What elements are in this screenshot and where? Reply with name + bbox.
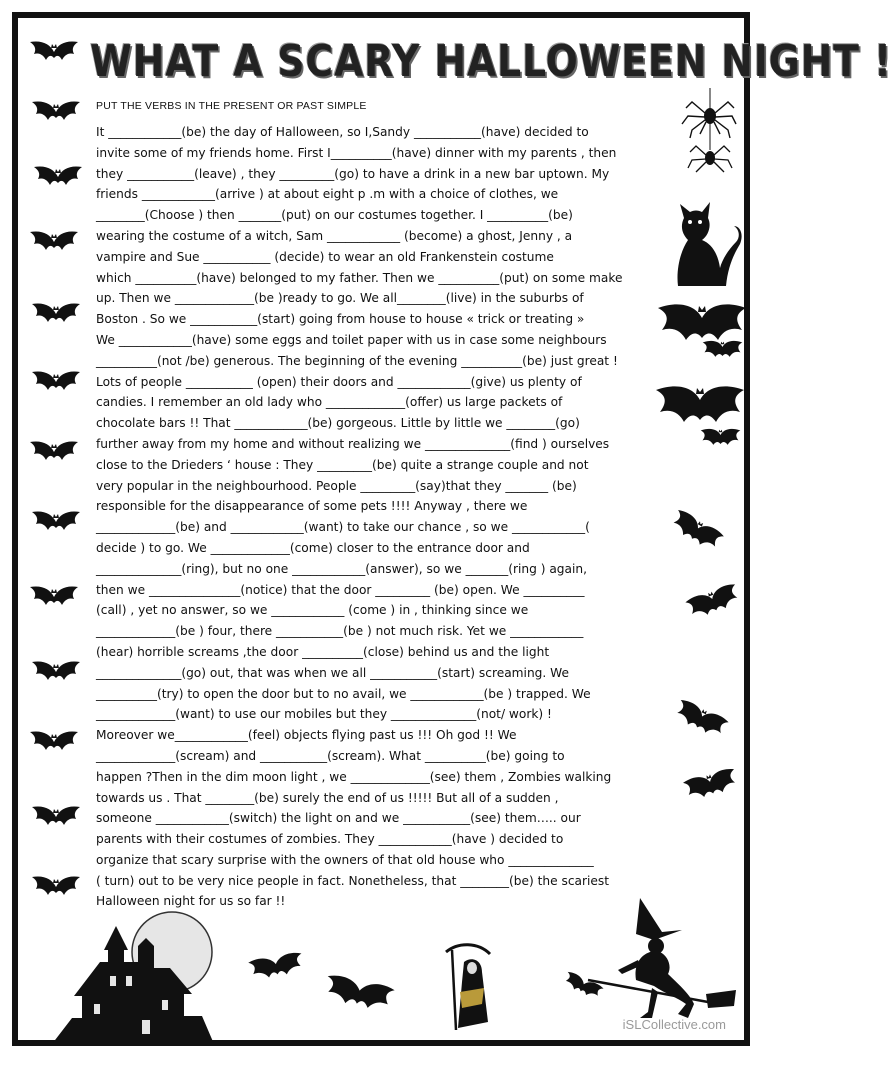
story-line: We ____________(have) some eggs and toilet paper with us in case some neighbours: [96, 332, 607, 347]
bat-icon: [658, 304, 746, 340]
story-line: happen ?Then in the dim moon light , we _____________(see) them , Zombies walking: [96, 769, 612, 784]
bat-icon: [701, 429, 741, 445]
story-line: __________(try) to open the door but to no avail, we ____________(be ) trapped. We: [96, 686, 591, 701]
story-line: someone ____________(switch) the light on and we ___________(see) them….. our: [96, 811, 581, 826]
story-line: _____________(be ) four, there ___________(be ) not much risk. Yet we ____________: [96, 624, 584, 639]
bat-icon: [703, 341, 743, 357]
story-line: friends ____________(arrive ) at about eight p .m with a choice of clothes, we: [96, 187, 559, 202]
story-line: invite some of my friends home. First I__________(have) dinner with my parents , then: [96, 145, 617, 160]
story-line: Lots of people ___________ (open) their doors and ____________(give) us plenty of: [96, 374, 582, 389]
witch-on-broom-icon: [578, 894, 738, 1034]
story-line: _____________(be) and ____________(want) to take our chance , so we ____________(: [96, 520, 590, 535]
black-cat-icon: [668, 190, 744, 290]
story-line: ________(Choose ) then _______(put) on our costumes together. I __________(be): [96, 208, 573, 223]
story-line: Boston . So we ___________(start) going from house to house « trick or treating »: [96, 312, 585, 327]
story-line: ______________(ring), but no one ____________(answer), so we _______(ring ) again,: [96, 561, 587, 576]
story-line: further away from my home and without realizing we ______________(find ) ourselves: [96, 436, 610, 451]
story-line: Moreover we____________(feel) objects flying past us !!! Oh god !! We: [96, 728, 517, 743]
story-line: then we _______________(notice) that the door _________ (be) open. We __________: [96, 582, 585, 597]
story-line: close to the Drieders ‘ house : They _________(be) quite a strange couple and not: [96, 457, 589, 472]
bat-icon: [30, 586, 78, 605]
story-line: up. Then we _____________(be )ready to go. We all________(live) in the suburbs of: [96, 291, 584, 306]
worksheet: [12, 12, 892, 1046]
story-line: decide ) to go. We _____________(come) closer to the entrance door and: [96, 540, 530, 555]
page-title: WHAT A SCARY HALLOWEEN NIGHT !: [90, 36, 892, 87]
bat-icon: [30, 41, 78, 60]
story-line: (hear) horrible screams ,the door __________(close) behind us and the light: [96, 644, 550, 659]
story-line: Halloween night for us so far !!: [96, 894, 286, 909]
bat-icon: [323, 973, 395, 1012]
bat-icon: [682, 767, 739, 801]
watermark: iSLCollective.com: [622, 1017, 726, 1032]
story-text: [96, 122, 690, 912]
story-line: _____________(scream) and ___________(scream). What __________(be) going to: [96, 748, 565, 763]
bat-icon: [34, 166, 82, 185]
bat-icon: [32, 661, 80, 680]
bat-icon: [32, 806, 80, 825]
bat-icon: [32, 371, 80, 390]
bat-icon: [32, 876, 80, 895]
right-bats: [650, 298, 750, 858]
story-line: vampire and Sue ___________ (decide) to wear an old Frankenstein costume: [96, 249, 554, 264]
story-line: ______________(go) out, that was when we all ___________(start) screaming. We: [96, 665, 569, 680]
story-line: It ____________(be) the day of Halloween, so I,Sandy ___________(have) decided to: [96, 125, 589, 139]
story-line: organize that scary surprise with the owners of that old house who ______________: [96, 852, 594, 867]
grim-reaper-icon: [438, 942, 498, 1034]
story-line: chocolate bars !! That ____________(be) gorgeous. Little by little we ________(go): [96, 416, 580, 431]
story-line: candies. I remember an old lady who _____________(offer) us large packets of: [96, 395, 563, 410]
story-line: wearing the costume of a witch, Sam ____________ (become) a ghost, Jenny , a: [96, 228, 573, 243]
story-line: parents with their costumes of zombies. They ____________(have ) decided to: [96, 832, 564, 847]
story-line: responsible for the disappearance of some pets !!!! Anyway , there we: [96, 499, 528, 514]
bat-icon: [673, 698, 730, 740]
bottom-bats: [238, 946, 618, 1026]
story-line: _____________(want) to use our mobiles but they ______________(not/ work) !: [96, 707, 552, 722]
instructions: PUT THE VERBS IN THE PRESENT OR PAST SIMPLE: [96, 100, 367, 112]
bat-icon: [32, 101, 80, 120]
bat-icon: [32, 511, 80, 530]
bat-icon: [669, 508, 725, 553]
bat-icon: [30, 231, 78, 250]
haunted-house-icon: [42, 916, 242, 1046]
story-line: towards us . That ________(be) surely the end of us !!!!! But all of a sudden ,: [96, 790, 559, 805]
bat-icon: [656, 386, 744, 422]
story-line: ( turn) out to be very nice people in fact. Nonetheless, that ________(be) the scariest: [96, 873, 610, 888]
story-line: __________(not /be) generous. The beginning of the evening __________(be) just great !: [96, 353, 618, 368]
story-line: (call) , yet no answer, so we ____________ (come ) in , thinking since we: [96, 603, 529, 618]
bat-icon: [685, 582, 742, 620]
bat-icon: [30, 441, 78, 460]
spider-icon: [678, 88, 738, 198]
bat-icon: [32, 303, 80, 322]
bat-icon: [30, 731, 78, 750]
story-line: which __________(have) belonged to my father. Then we __________(put) on some make: [96, 270, 623, 285]
story-line: they ___________(leave) , they _________(go) to have a drink in a new bar uptown. My: [96, 166, 610, 181]
story-line: very popular in the neighbourhood. People _________(say)that they _______ (be): [96, 478, 577, 493]
left-bats: [24, 38, 84, 918]
bat-icon: [248, 951, 305, 980]
